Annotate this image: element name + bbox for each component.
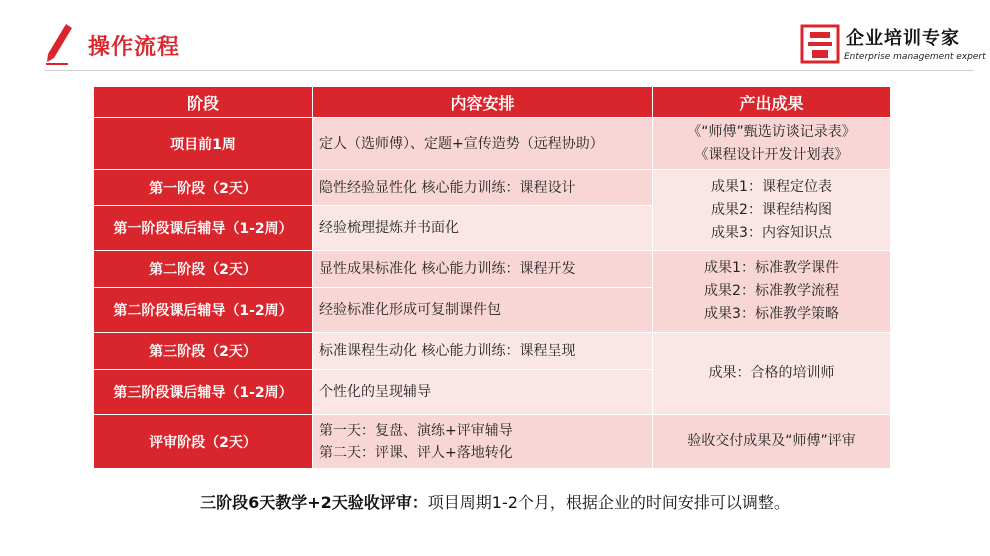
column-header-content: 内容安排	[313, 87, 653, 118]
output-line: 《课程设计开发计划表》	[694, 146, 849, 163]
stage-cell: 第三阶段（2天）	[94, 333, 313, 370]
output-cell	[653, 333, 891, 415]
stage-cell: 第二阶段课后辅导（1-2周）	[94, 288, 313, 333]
column-header-output: 产出成果	[653, 87, 891, 118]
logo-subtitle: Enterprise management expert	[844, 52, 986, 62]
process-table	[93, 86, 891, 469]
logo-name: 企业培训专家	[846, 28, 960, 49]
content-cell: 经验梳理提炼并书面化	[313, 206, 653, 251]
table-row	[94, 118, 891, 170]
pencil-icon	[44, 22, 76, 66]
footer-text: 项目周期1-2个月，根据企业的时间安排可以调整。	[427, 493, 790, 512]
content-line: 第二天：评课、评人+落地转化	[319, 444, 513, 461]
output-line: 《“师傅”甄选访谈记录表》	[687, 123, 856, 140]
header-divider	[44, 70, 974, 71]
table-row	[94, 333, 891, 370]
output-line: 成果1：课程定位表	[711, 178, 832, 195]
output-line: 成果1：标准教学课件	[704, 260, 839, 276]
output-line: 成果2：标准教学流程	[704, 283, 839, 299]
column-header-stage: 阶段	[94, 87, 313, 118]
content-cell: 显性成果标准化 核心能力训练：课程开发	[313, 251, 653, 288]
table-row	[94, 251, 891, 288]
content-cell	[313, 415, 653, 469]
stage-cell: 项目前1周	[94, 118, 313, 170]
output-cell	[653, 251, 891, 333]
output-line: 成果3：标准教学策略	[704, 306, 839, 322]
company-logo	[798, 22, 986, 68]
table-header-row	[94, 87, 891, 118]
content-cell: 标准课程生动化 核心能力训练：课程呈现	[313, 333, 653, 370]
seal-icon	[798, 22, 842, 66]
footer-summary	[0, 490, 990, 513]
stage-cell: 第二阶段（2天）	[94, 251, 313, 288]
content-cell: 个性化的呈现辅导	[313, 370, 653, 415]
content-cell: 经验标准化形成可复制课件包	[313, 288, 653, 333]
header	[0, 0, 990, 72]
content-cell: 定人（选师傅）、定题+宣传造势（远程协助）	[313, 118, 653, 170]
stage-cell: 评审阶段（2天）	[94, 415, 313, 469]
content-line: 第一天：复盘、演练+评审辅导	[319, 422, 513, 439]
footer-bold: 三阶段6天教学+2天验收评审：	[200, 493, 428, 512]
output-cell: 验收交付成果及“师傅”评审	[653, 415, 891, 469]
stage-cell: 第三阶段课后辅导（1-2周）	[94, 370, 313, 415]
stage-cell: 第一阶段（2天）	[94, 170, 313, 206]
output-cell	[653, 170, 891, 251]
page-title: 操作流程	[88, 35, 181, 60]
table-row	[94, 170, 891, 206]
content-cell: 隐性经验显性化 核心能力训练：课程设计	[313, 170, 653, 206]
table-row	[94, 415, 891, 469]
stage-cell: 第一阶段课后辅导（1-2周）	[94, 206, 313, 251]
output-line: 成果2：课程结构图	[711, 201, 832, 218]
output-line: 成果：合格的培训师	[708, 365, 835, 381]
output-line: 成果3：内容知识点	[711, 224, 832, 241]
output-cell	[653, 118, 891, 170]
